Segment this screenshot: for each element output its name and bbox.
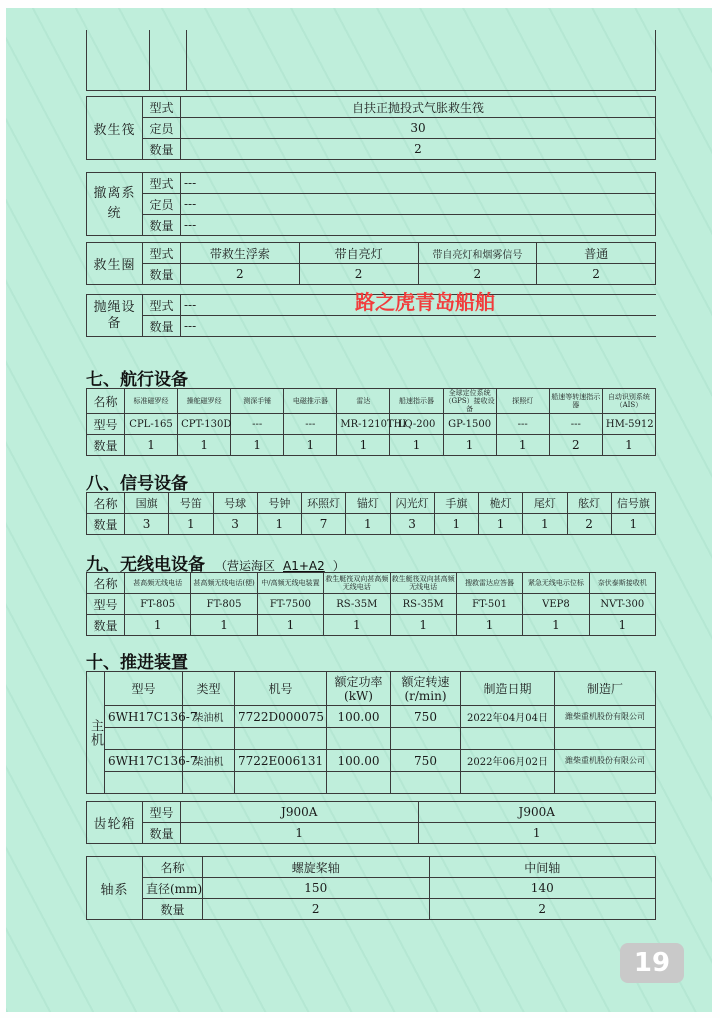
engine-date: 2022年06月02日	[461, 750, 555, 772]
qty-label: 数量	[143, 264, 181, 285]
sea-area-value: A1+A2	[283, 559, 325, 573]
row-value: ---	[181, 173, 656, 194]
radio-title-text: 九、无线电设备	[86, 555, 205, 575]
sea-area-suffix: ）	[332, 559, 345, 573]
table-cell: 测深手锤	[231, 389, 284, 414]
table-cell: 1	[178, 435, 231, 456]
table-cell: 信号旗	[611, 493, 655, 514]
table-cell: NVT-300	[589, 594, 655, 615]
table-cell: 救生艇筏双向甚高频无线电话	[324, 573, 390, 594]
table-cell: 全球定位系统（GPS）接收设备	[444, 389, 495, 413]
row-key: 定员	[143, 194, 181, 215]
col-header: 类型	[183, 672, 235, 706]
table-cell: 1	[346, 514, 390, 535]
table-cell: FT-501	[456, 594, 522, 615]
table-cell: 1	[456, 615, 522, 636]
qty-label: 数量	[87, 615, 125, 636]
col-header: 制造日期	[461, 672, 555, 706]
col-header: 额定转速(r/min)	[391, 672, 461, 706]
gearbox-label: 齿轮箱	[87, 802, 143, 844]
shaft-table	[86, 856, 656, 920]
table-cell: 3	[213, 514, 257, 535]
table-cell: 2	[549, 435, 602, 456]
type-label: 型式	[143, 243, 181, 264]
buoy-type: 普通	[537, 243, 656, 264]
table-cell: 1	[337, 435, 390, 456]
signal-equipment-table	[86, 492, 656, 535]
buoy-qty: 2	[299, 264, 418, 285]
row-value: 螺旋桨轴	[203, 857, 430, 878]
buoy-type: 带自亮灯和烟雾信号	[418, 243, 537, 264]
main-engine-table	[86, 671, 656, 794]
table-cell: CPL-165	[125, 414, 178, 435]
row-value: ---	[181, 215, 656, 236]
table-cell: 1	[390, 615, 456, 636]
table-cell: 1	[257, 514, 301, 535]
table-cell: 1	[231, 435, 284, 456]
table-cell: ---	[231, 414, 284, 435]
table-cell: 搜救雷达应答器	[456, 573, 522, 594]
table-cell: ---	[284, 414, 337, 435]
model-label: 型号	[87, 594, 125, 615]
engine-maker: 潍柴重机股份有限公司	[555, 750, 656, 772]
buoy-qty: 2	[181, 264, 300, 285]
main-engine-label: 主机	[87, 672, 105, 794]
table-cell: 手旗	[434, 493, 478, 514]
table-cell: 电磁推示器	[284, 389, 337, 414]
buoy-type: 带救生浮索	[181, 243, 300, 264]
faded-text	[380, 66, 630, 96]
engine-number: 7722E006131	[235, 750, 327, 772]
row-value: 1	[181, 823, 419, 844]
table-cell: 自动识别系统（AIS）	[602, 389, 655, 414]
engine-power: 100.00	[327, 750, 391, 772]
row-key: 数量	[143, 215, 181, 236]
table-cell: 1	[496, 435, 549, 456]
table-cell: 1	[434, 514, 478, 535]
line-throwing-label: 抛绳设备	[87, 295, 143, 337]
row-value: J900A	[418, 802, 656, 823]
table-cell: 国旗	[125, 493, 169, 514]
table-cell: 3	[390, 514, 434, 535]
radio-equipment-table	[86, 572, 656, 636]
table-cell: 1	[523, 514, 567, 535]
row-key: 数量	[143, 139, 181, 160]
engine-speed: 750	[391, 706, 461, 728]
row-value: 2	[429, 899, 656, 920]
table-cell: 船速等转速指示器	[549, 389, 602, 414]
table-cell: FT-805	[191, 594, 257, 615]
table-cell: 环照灯	[302, 493, 346, 514]
table-cell: 闪光灯	[390, 493, 434, 514]
engine-number: 7722D000075	[235, 706, 327, 728]
col-header: 制造厂	[555, 672, 656, 706]
row-key: 直径(mm)	[143, 878, 203, 899]
table-cell: 1	[324, 615, 390, 636]
engine-date: 2022年04月04日	[461, 706, 555, 728]
col-header: 额定功率(kW)	[327, 672, 391, 706]
table-cell: 号钟	[257, 493, 301, 514]
row-key: 型式	[143, 173, 181, 194]
row-key: 定员	[143, 118, 181, 139]
table-cell: GP-1500	[443, 414, 496, 435]
col-header: 型号	[105, 672, 183, 706]
section-nav-title: 七、航行设备	[86, 370, 188, 390]
table-cell: VEP8	[523, 594, 589, 615]
table-cell: ---	[549, 414, 602, 435]
table-cell: 桅灯	[479, 493, 523, 514]
engine-speed: 750	[391, 750, 461, 772]
table-cell: 船速指示器	[390, 389, 443, 414]
row-value: 30	[181, 118, 656, 139]
table-cell: 1	[602, 435, 655, 456]
lifebuoy-label: 救生圈	[87, 243, 143, 285]
section-signal-title: 八、信号设备	[86, 474, 188, 494]
row-key: 型式	[143, 97, 181, 118]
row-value: 2	[181, 139, 656, 160]
watermark-stamp: 路之虎青岛船舶	[355, 290, 495, 314]
liferaft-table	[86, 96, 656, 160]
table-cell: 1	[479, 514, 523, 535]
table-cell: ---	[496, 414, 549, 435]
table-cell: 1	[125, 435, 178, 456]
table-cell: 中/高频无线电装置	[257, 573, 323, 594]
row-key: 名称	[143, 857, 203, 878]
table-cell: 1	[169, 514, 213, 535]
row-value: ---	[181, 295, 657, 316]
row-key: 型号	[143, 802, 181, 823]
table-cell: 1	[191, 615, 257, 636]
table-cell: CPT-130D	[178, 414, 231, 435]
shaft-label: 轴系	[87, 857, 143, 920]
table-cell: 1	[284, 435, 337, 456]
row-key: 型式	[143, 295, 181, 316]
table-cell: 1	[257, 615, 323, 636]
row-value: 150	[203, 878, 430, 899]
table-cell: 1	[125, 615, 191, 636]
row-key: 数量	[143, 316, 181, 337]
engine-type: 柴油机	[183, 750, 235, 772]
table-cell: LQ-200	[390, 414, 443, 435]
table-cell: RS-35M	[324, 594, 390, 615]
model-label: 型号	[87, 414, 125, 435]
table-cell: RS-35M	[390, 594, 456, 615]
evacuation-table	[86, 172, 656, 236]
table-cell: 雷达	[337, 389, 390, 414]
table-cell: 操舵磁罗经	[178, 389, 231, 414]
table-cell: 1	[589, 615, 655, 636]
gearbox-table	[86, 801, 656, 844]
liferaft-label: 救生筏	[87, 97, 143, 160]
engine-model: 6WH17C136-7	[105, 706, 183, 728]
row-value: ---	[181, 194, 656, 215]
table-cell: 救生艇筏双向甚高频无线电话	[390, 573, 456, 594]
row-value: 自扶正抛投式气胀救生筏	[181, 97, 656, 118]
table-cell: 7	[302, 514, 346, 535]
table-cell: FT-805	[125, 594, 191, 615]
table-cell: 3	[125, 514, 169, 535]
row-value: ---	[181, 316, 657, 337]
name-label: 名称	[87, 493, 125, 514]
table-cell: 号球	[213, 493, 257, 514]
row-value: 140	[429, 878, 656, 899]
engine-model: 6WH17C136-7	[105, 750, 183, 772]
table-cell: 2	[567, 514, 611, 535]
col-header: 机号	[235, 672, 327, 706]
qty-label: 数量	[87, 514, 125, 535]
row-value: 1	[418, 823, 656, 844]
name-label: 名称	[87, 389, 125, 414]
lifebuoy-table	[86, 242, 656, 285]
table-cell: 号笛	[169, 493, 213, 514]
table-cell: 1	[611, 514, 655, 535]
table-cell: 甚高频无线电话(便)	[191, 573, 257, 594]
table-cell: FT-7500	[257, 594, 323, 615]
row-value: 中间轴	[429, 857, 656, 878]
section-propulsion-title: 十、推进装置	[86, 653, 188, 673]
buoy-qty: 2	[418, 264, 537, 285]
engine-type: 柴油机	[183, 706, 235, 728]
table-cell: HM-5912	[602, 414, 655, 435]
row-value: 2	[203, 899, 430, 920]
buoy-qty: 2	[537, 264, 656, 285]
navigation-equipment-table	[86, 388, 656, 456]
page-number-badge: 19	[620, 943, 684, 983]
table-cell: 尾灯	[523, 493, 567, 514]
table-cell: 紧急无线电示位标	[523, 573, 589, 594]
table-cell: 探照灯	[496, 389, 549, 414]
table-cell: MR-1210THI	[337, 414, 390, 435]
table-cell: 舷灯	[567, 493, 611, 514]
row-key: 数量	[143, 899, 203, 920]
evacuation-label: 撤离系统	[87, 173, 143, 236]
engine-maker: 潍柴重机股份有限公司	[555, 706, 656, 728]
table-cell: 标准磁罗经	[125, 389, 178, 414]
table-cell: 1	[390, 435, 443, 456]
table-cell: 1	[443, 435, 496, 456]
qty-label: 数量	[87, 435, 125, 456]
row-key: 数量	[143, 823, 181, 844]
buoy-type: 带自亮灯	[299, 243, 418, 264]
name-label: 名称	[87, 573, 125, 594]
table-cell: 锚灯	[346, 493, 390, 514]
row-value: J900A	[181, 802, 419, 823]
table-cell: 1	[523, 615, 589, 636]
engine-power: 100.00	[327, 706, 391, 728]
table-cell: 奈伏泰斯接收机	[589, 573, 655, 594]
sea-area-prefix: （营运海区	[215, 559, 276, 573]
table-cell: 甚高频无线电话	[125, 573, 191, 594]
